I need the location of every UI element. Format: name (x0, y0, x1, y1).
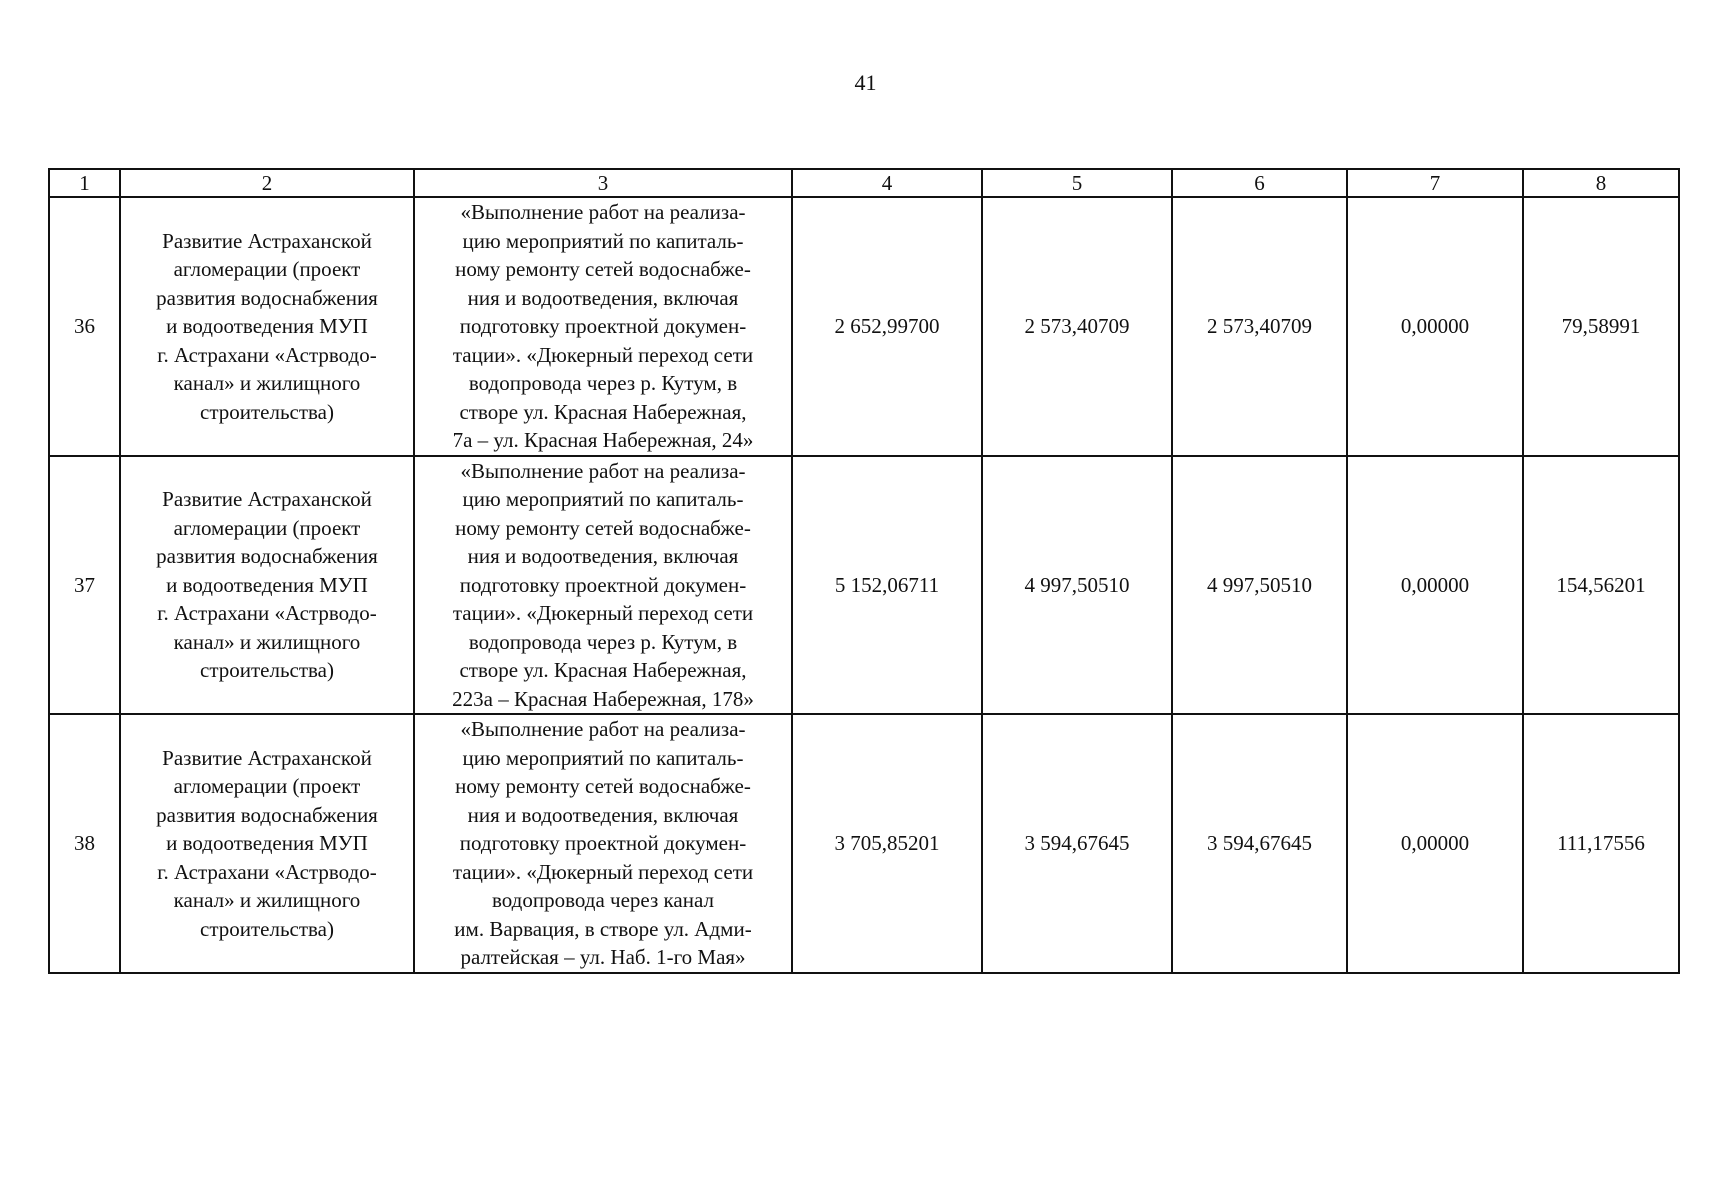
description-line: подготовку проектной докумен- (459, 572, 747, 597)
row-number: 38 (49, 714, 120, 973)
row-number: 36 (49, 197, 120, 456)
header-col-1: 1 (49, 169, 120, 197)
description-line: водопровода через канал (492, 888, 714, 912)
description-line: тации». «Дюкерный переход сети (452, 859, 754, 884)
header-col-4: 4 (792, 169, 982, 197)
table-row (49, 714, 1679, 973)
description-line: ному ремонту сетей водоснабже- (455, 257, 751, 281)
value-col-6: 4 997,50510 (1172, 456, 1347, 715)
header-col-7: 7 (1347, 169, 1523, 197)
description-line: ному ремонту сетей водоснабже- (455, 515, 751, 540)
value-col-4: 2 652,99700 (792, 197, 982, 456)
description-line: ния и водоотведения, включая (467, 802, 739, 827)
project-line: г. Астрахани «Астрводо- (157, 342, 377, 367)
project-line: Развитие Астраханской (162, 745, 372, 770)
value-col-6: 3 594,67645 (1172, 714, 1347, 973)
project-name-cell (120, 714, 414, 973)
project-line: строительства) (200, 658, 334, 682)
work-description-cell (414, 714, 792, 973)
description-line: ралтейская – ул. Наб. 1-го Мая» (460, 945, 746, 969)
project-line: строительства) (200, 399, 334, 424)
description-line: цию мероприятий по капиталь- (462, 228, 744, 253)
value-col-7: 0,00000 (1347, 197, 1523, 456)
value-col-6: 2 573,40709 (1172, 197, 1347, 456)
description-line: подготовку проектной докумен- (459, 314, 747, 338)
project-line: развития водоснабжения (156, 285, 378, 310)
project-line: Развитие Астраханской (162, 487, 372, 511)
description-line: цию мероприятий по капиталь- (462, 487, 744, 511)
value-col-4: 3 705,85201 (792, 714, 982, 973)
project-line: канал» и жилищного (173, 629, 361, 654)
work-description-cell (414, 197, 792, 456)
project-line: агломерации (проект (173, 515, 361, 540)
project-line: развития водоснабжения (156, 802, 378, 827)
project-line: и водоотведения МУП (166, 831, 368, 855)
description-line: водопровода через р. Кутум, в (468, 371, 738, 395)
value-col-4: 5 152,06711 (792, 456, 982, 715)
project-line: г. Астрахани «Астрводо- (157, 601, 377, 625)
header-row (49, 169, 1679, 197)
project-name-cell (120, 456, 414, 715)
header-col-6: 6 (1172, 169, 1347, 197)
description-line: цию мероприятий по капиталь- (462, 745, 744, 770)
description-line: тации». «Дюкерный переход сети (452, 342, 754, 367)
value-col-5: 4 997,50510 (982, 456, 1172, 715)
project-line: развития водоснабжения (156, 544, 378, 568)
value-col-5: 2 573,40709 (982, 197, 1172, 456)
description-line: «Выполнение работ на реализа- (460, 458, 746, 483)
value-col-8: 111,17556 (1523, 714, 1679, 973)
project-line: г. Астрахани «Астрводо- (157, 859, 377, 884)
header-col-2: 2 (120, 169, 414, 197)
budget-table (48, 168, 1680, 974)
project-line: строительства) (200, 916, 334, 941)
description-line: ному ремонту сетей водоснабже- (455, 774, 751, 798)
description-line: подготовку проектной докумен- (459, 831, 747, 855)
project-line: Развитие Астраханской (162, 228, 372, 253)
row-number: 37 (49, 456, 120, 715)
table-row (49, 197, 1679, 456)
project-line: и водоотведения МУП (166, 572, 368, 597)
description-line: ния и водоотведения, включая (467, 544, 739, 568)
header-col-3: 3 (414, 169, 792, 197)
table-row (49, 456, 1679, 715)
project-line: и водоотведения МУП (166, 314, 368, 338)
description-line: «Выполнение работ на реализа- (460, 200, 746, 224)
value-col-7: 0,00000 (1347, 714, 1523, 973)
description-line: «Выполнение работ на реализа- (460, 717, 746, 741)
description-line: тации». «Дюкерный переход сети (452, 601, 754, 625)
value-col-8: 154,56201 (1523, 456, 1679, 715)
project-line: канал» и жилищного (173, 888, 361, 912)
value-col-8: 79,58991 (1523, 197, 1679, 456)
description-line: створе ул. Красная Набережная, (459, 399, 747, 424)
project-line: канал» и жилищного (173, 371, 361, 395)
description-line: ния и водоотведения, включая (467, 285, 739, 310)
work-description-cell (414, 456, 792, 715)
description-line: им. Варвация, в створе ул. Адми- (454, 916, 752, 941)
description-line: 7а – ул. Красная Набережная, 24» (452, 428, 754, 452)
project-name-cell (120, 197, 414, 456)
value-col-5: 3 594,67645 (982, 714, 1172, 973)
header-col-8: 8 (1523, 169, 1679, 197)
page-number: 41 (854, 70, 877, 95)
header-col-5: 5 (982, 169, 1172, 197)
project-line: агломерации (проект (173, 257, 361, 281)
value-col-7: 0,00000 (1347, 456, 1523, 715)
description-line: 223а – Красная Набережная, 178» (452, 686, 754, 711)
project-line: агломерации (проект (173, 774, 361, 798)
description-line: створе ул. Красная Набережная, (459, 658, 747, 682)
description-line: водопровода через р. Кутум, в (468, 629, 738, 654)
